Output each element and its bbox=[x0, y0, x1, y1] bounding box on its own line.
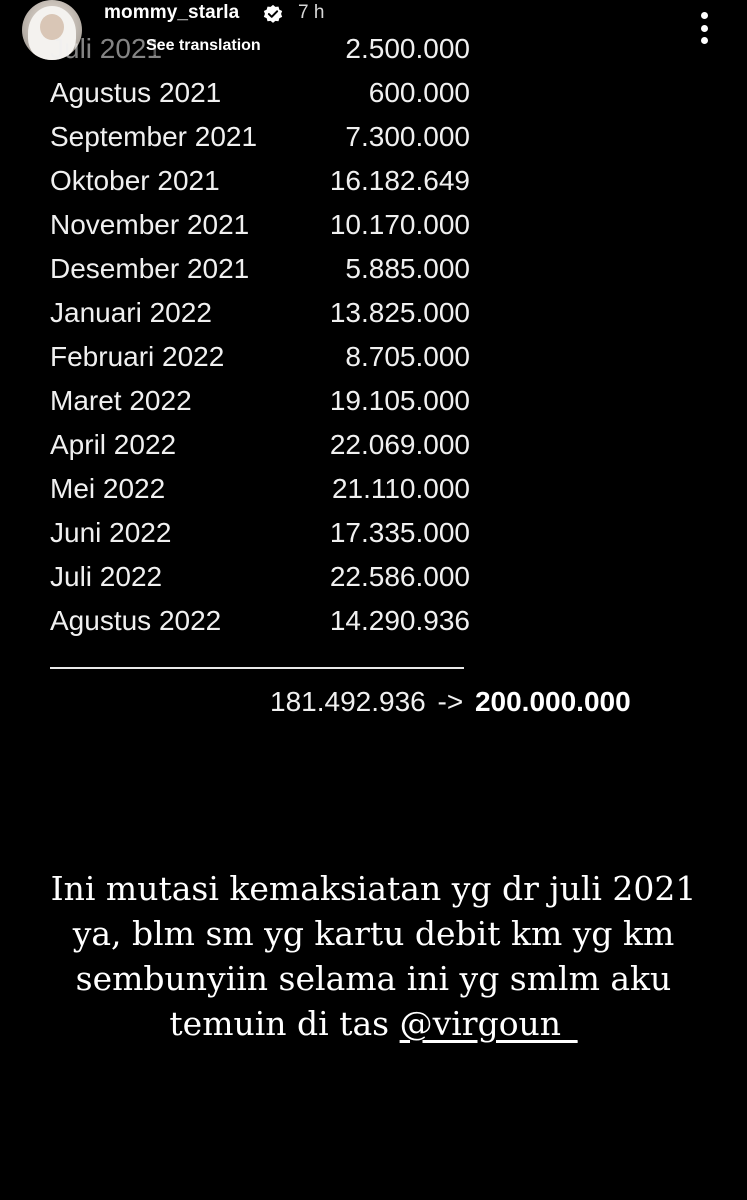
mutasi-amount: 21.110.000 bbox=[331, 473, 470, 504]
mutasi-month: Juni 2022 bbox=[50, 517, 172, 548]
mutasi-month: Maret 2022 bbox=[50, 385, 192, 416]
see-translation-button[interactable]: See translation bbox=[146, 37, 261, 54]
mutasi-row bbox=[50, 247, 470, 291]
mutasi-month: Agustus 2021 bbox=[50, 77, 222, 108]
more-options-icon[interactable] bbox=[692, 10, 716, 46]
mutasi-month: Januari 2022 bbox=[50, 297, 212, 328]
caption-text: Ini mutasi kemaksiatan yg dr juli 2021 ya, blm sm yg kartu debit km yg km sembunyiin selama ini yg smlm aku temuin di tas bbox=[50, 869, 697, 1043]
more-dot bbox=[701, 37, 708, 44]
total-sum: 181.492.936 bbox=[270, 686, 426, 717]
mutasi-month: Desember 2021 bbox=[50, 253, 250, 284]
mention-link[interactable]: @virgoun_ bbox=[399, 1004, 578, 1043]
mutasi-row bbox=[50, 555, 470, 599]
mutasi-row bbox=[50, 511, 470, 555]
mutasi-amount: 10.170.000 bbox=[329, 209, 470, 240]
mutasi-amount: 5.885.000 bbox=[345, 253, 470, 284]
mutasi-amount: 17.335.000 bbox=[329, 517, 470, 548]
total-arrow: -> bbox=[437, 686, 464, 717]
mutasi-row bbox=[50, 291, 470, 335]
story-caption bbox=[40, 866, 707, 1046]
mutasi-amount: 16.182.649 bbox=[329, 165, 470, 196]
post-time: 7 h bbox=[298, 2, 325, 23]
total-target: 200.000.000 bbox=[474, 686, 631, 717]
total-row bbox=[270, 686, 631, 718]
mutasi-amount: 14.290.936 bbox=[329, 605, 470, 636]
mutasi-month: September 2021 bbox=[50, 121, 258, 152]
more-dot bbox=[701, 12, 708, 19]
mutasi-month: November 2021 bbox=[50, 209, 250, 240]
mutasi-amount: 22.069.000 bbox=[329, 429, 470, 460]
mutasi-row bbox=[50, 423, 470, 467]
mutasi-amount: 22.586.000 bbox=[329, 561, 470, 592]
mutasi-amount: 2.500.000 bbox=[345, 33, 470, 64]
mutasi-amount: 8.705.000 bbox=[345, 341, 470, 372]
mutasi-amount: 7.300.000 bbox=[345, 121, 470, 152]
mutasi-amount: 13.825.000 bbox=[329, 297, 470, 328]
mutasi-row bbox=[50, 115, 470, 159]
mutasi-row bbox=[50, 159, 470, 203]
username[interactable]: mommy_starla bbox=[104, 2, 240, 23]
mutasi-row bbox=[50, 71, 470, 115]
mutasi-month: Februari 2022 bbox=[50, 341, 225, 372]
mutasi-row bbox=[50, 467, 470, 511]
mutasi-amount: 19.105.000 bbox=[329, 385, 470, 416]
mutasi-month: Mei 2022 bbox=[50, 473, 166, 504]
mutasi-month: Juli 2022 bbox=[50, 561, 163, 592]
mutasi-row bbox=[50, 203, 470, 247]
mutasi-row bbox=[50, 335, 470, 379]
mutasi-month: Agustus 2022 bbox=[50, 605, 222, 636]
verified-badge-icon bbox=[262, 4, 284, 26]
mutasi-row bbox=[50, 599, 470, 643]
mutasi-month: Oktober 2021 bbox=[50, 165, 220, 196]
sum-divider bbox=[50, 667, 464, 669]
more-dot bbox=[701, 25, 708, 32]
mutasi-amount: 600.000 bbox=[368, 77, 470, 108]
mutasi-list bbox=[50, 27, 470, 643]
mutasi-month: Juli 2021 bbox=[50, 33, 163, 64]
mutasi-row bbox=[50, 379, 470, 423]
mutasi-month: April 2022 bbox=[50, 429, 177, 460]
